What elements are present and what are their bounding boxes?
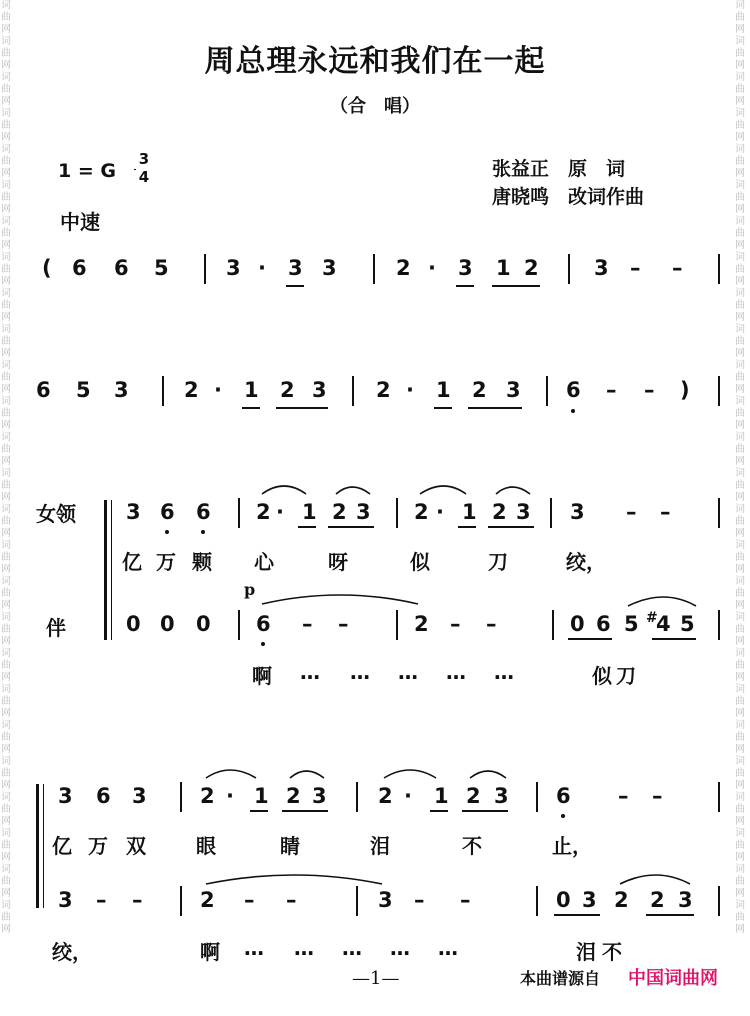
note: 5 [624,612,639,636]
song-subtitle: （合 唱） [330,96,420,117]
lyric: … [390,936,410,960]
note: – [618,784,629,808]
note: – [652,784,663,808]
composer-credit: 唐晓鸣 改词作曲 [492,186,645,208]
note: – [132,888,143,912]
note: 3 [516,500,531,524]
slur [262,486,306,494]
lyric: … [294,936,314,960]
note: 0 [160,612,175,636]
note: 6 [36,378,51,402]
note: 3 [594,256,609,280]
note: – [286,888,297,912]
time-signature-top: 3 [138,150,150,168]
lyric: … [438,936,458,960]
key-signature: 1 = G [58,160,116,182]
slur [336,487,370,494]
lyric: … [300,660,320,684]
note: 3 [356,500,371,524]
note: · [404,784,412,808]
lyric: 啊 [252,664,272,688]
lyric: 眼 [196,834,216,858]
note: 6 [96,784,111,808]
tie [262,595,418,604]
lyric: 不 [602,940,622,964]
note: 6 [256,612,271,636]
lyric: 刀 [616,664,636,688]
slur [420,486,466,494]
note: 3 [312,378,327,402]
note: 6 [596,612,611,636]
slur [628,597,696,606]
note: 3 [678,888,693,912]
note: 1 [462,500,477,524]
paren-open: ( [42,256,52,280]
lyric: 亿 [122,550,142,574]
note: 2 [286,784,301,808]
slur [206,770,256,778]
note: 6 [566,378,581,402]
note: 0 [556,888,571,912]
note: – [630,256,641,280]
note: – [486,612,497,636]
note: 2 [332,500,347,524]
lyric: … [244,936,264,960]
note: – [644,378,655,402]
tempo-marking: 中速 [60,210,100,234]
sharp-sign: # [646,610,658,626]
note: · [406,378,414,402]
slur [620,875,690,884]
note: – [606,378,617,402]
note: 6 [160,500,175,524]
note: – [414,888,425,912]
note: 2 [492,500,507,524]
tie [206,875,382,884]
lyric: … [398,660,418,684]
note: 3 [570,500,585,524]
note: – [672,256,683,280]
paren-close: ) [680,378,690,402]
lyric: … [446,660,466,684]
song-title: 周总理永远和我们在一起 [204,44,546,79]
note: – [96,888,107,912]
lyric: 刀 [488,550,508,574]
note: 2 [256,500,271,524]
note: · [276,500,284,524]
note: 1 [436,378,451,402]
note: 2 [200,888,215,912]
lyric: 万 [88,834,108,858]
voice-label-lead: 女领 [36,502,76,526]
watermark-right: 词曲网词曲网词曲网词曲网词曲网词曲网词曲网词曲网词曲网词曲网词曲网词曲网词曲网词曲网词曲网词曲网词曲网词曲网词曲网词曲网词曲网词曲网词曲网词曲网词曲网词曲网 [735,0,745,935]
note: 5 [76,378,91,402]
note: 3 [288,256,303,280]
note: 3 [114,378,129,402]
note: 1 [244,378,259,402]
note: 2 [280,378,295,402]
note: 2 [200,784,215,808]
note: 2 [614,888,629,912]
note: 2 [414,500,429,524]
note: · [226,784,234,808]
note: – [460,888,471,912]
note: 3 [126,500,141,524]
note: 3 [322,256,337,280]
note: 4 [656,612,671,636]
lyric: 呀 [328,550,348,574]
lyric: 绞， [566,550,606,574]
note: 2 [184,378,199,402]
note: 2 [414,612,429,636]
lyric: 睛 [280,834,300,858]
note: 2 [524,256,539,280]
note: 6 [196,500,211,524]
lyric: 绞， [52,940,92,964]
note: 1 [496,256,511,280]
note: 3 [58,888,73,912]
note: 2 [376,378,391,402]
voice-label-accomp: 伴 [46,616,66,640]
lyric: … [494,660,514,684]
page-number: —1— [352,968,400,989]
note: – [450,612,461,636]
note: 5 [154,256,169,280]
note: 6 [114,256,129,280]
note: 3 [378,888,393,912]
note: 3 [582,888,597,912]
slur [384,770,436,778]
note: 1 [434,784,449,808]
note: · [258,256,266,280]
note: 6 [556,784,571,808]
lyric: 双 [126,834,146,858]
note: 2 [472,378,487,402]
note: 6 [72,256,87,280]
note: 3 [458,256,473,280]
note: 3 [494,784,509,808]
note: – [302,612,313,636]
note: 2 [378,784,393,808]
lyric: … [342,936,362,960]
note: – [626,500,637,524]
slur [496,487,530,494]
slur [290,771,324,778]
note: · [214,378,222,402]
lyric: 泪 [576,940,596,964]
note: 1 [254,784,269,808]
lyric: 亿 [52,834,72,858]
lyric: 不 [462,834,482,858]
note: 3 [132,784,147,808]
note: 3 [506,378,521,402]
note: 2 [396,256,411,280]
note: 0 [126,612,141,636]
lyric: 泪 [370,834,390,858]
dynamic-marking: p [244,580,256,599]
note: · [436,500,444,524]
lyric: 止， [552,834,592,858]
source-site-link[interactable]: 中国词曲网 [628,968,718,989]
note: 2 [650,888,665,912]
lyric: 万 [156,550,176,574]
note: – [660,500,671,524]
lyric: … [350,660,370,684]
slur [470,771,506,778]
time-signature-bottom: 4 [138,168,150,186]
lyric: 颗 [192,550,212,574]
note: 3 [312,784,327,808]
source-note: 本曲谱源自 [520,969,601,988]
lyric: 啊 [200,940,220,964]
note: 0 [570,612,585,636]
note: 0 [196,612,211,636]
note: 1 [302,500,317,524]
note: 3 [58,784,73,808]
note: 2 [466,784,481,808]
note: 5 [680,612,695,636]
note: 3 [226,256,241,280]
note: · [428,256,436,280]
lyric: 心 [254,550,274,574]
lyric: 似 [410,550,430,574]
note: – [338,612,349,636]
lyric: 似 [592,664,612,688]
watermark-left: 词曲网词曲网词曲网词曲网词曲网词曲网词曲网词曲网词曲网词曲网词曲网词曲网词曲网词曲网词曲网词曲网词曲网词曲网词曲网词曲网词曲网词曲网词曲网词曲网词曲网词曲网 [1,0,11,935]
note: – [244,888,255,912]
lyricist-credit: 张益正 原 词 [492,158,626,180]
